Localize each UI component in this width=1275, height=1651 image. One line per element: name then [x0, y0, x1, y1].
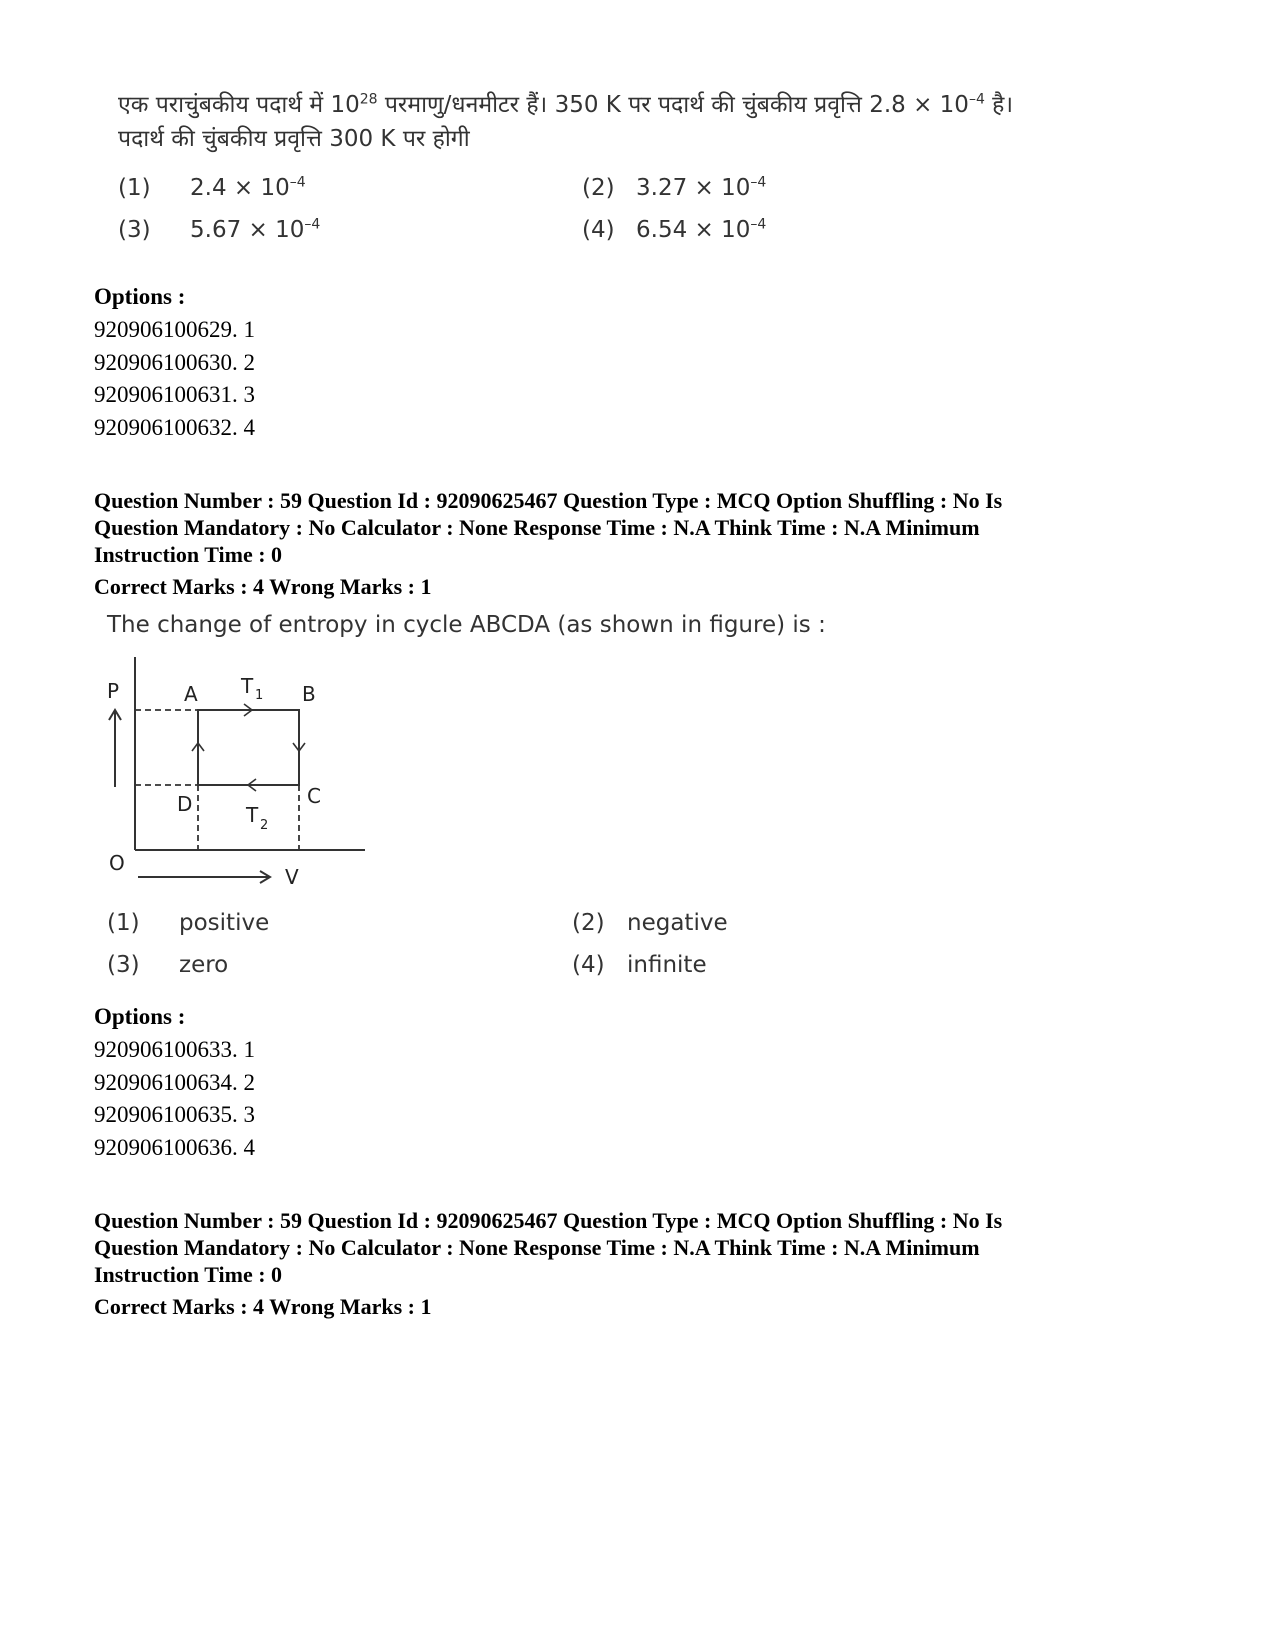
choice-value: 5.67 × 10 — [190, 217, 305, 243]
choice-number: (3) — [107, 952, 140, 978]
choice-value: positive — [179, 910, 270, 936]
choice-exponent: –4 — [750, 174, 767, 191]
meta-line: Question Mandatory : No Calculator : None Response Time : N.A Think Time : N.A Minimum — [94, 1235, 980, 1260]
meta-line: Instruction Time : 0 — [94, 542, 283, 567]
label-b: B — [302, 682, 316, 706]
q58-text-part: परमाणु/धनमीटर हैं। 350 K पर पदार्थ की चुंबकीय प्रवृत्ति 2.8 × 10 — [377, 92, 969, 118]
option-id: 920906100629. 1 — [94, 317, 255, 342]
choice-value: negative — [627, 910, 728, 936]
q59-choice-2 — [572, 908, 728, 938]
q60-marks: Correct Marks : 4 Wrong Marks : 1 — [94, 1294, 432, 1319]
q58-question-text — [118, 88, 1218, 156]
q59-marks: Correct Marks : 4 Wrong Marks : 1 — [94, 574, 432, 599]
choice-number: (4) — [572, 952, 605, 978]
choice-value: 6.54 × 10 — [636, 217, 751, 243]
choice-number: (4) — [582, 217, 615, 243]
q58-options-block — [94, 280, 255, 444]
meta-line: Question Number : 59 Question Id : 92090625467 Question Type : MCQ Option Shuffling : No Is — [94, 488, 1003, 513]
q58-choice-3 — [118, 215, 320, 245]
choice-exponent: –4 — [750, 216, 767, 233]
options-label: Options : — [94, 1004, 186, 1029]
label-d: D — [177, 792, 193, 816]
choice-number: (2) — [572, 910, 605, 936]
q59-options-block — [94, 1000, 255, 1164]
q58-choice-1 — [118, 173, 306, 203]
options-label: Options : — [94, 284, 186, 309]
meta-line: Question Mandatory : No Calculator : None Response Time : N.A Think Time : N.A Minimum — [94, 515, 980, 540]
choice-number: (1) — [107, 910, 140, 936]
label-c: C — [307, 784, 321, 808]
choice-number: (1) — [118, 175, 151, 201]
q58-choice-4 — [582, 215, 766, 245]
option-id: 920906100634. 2 — [94, 1069, 255, 1095]
label-o: O — [109, 851, 125, 875]
q58-text-part: एक पराचुंबकीय पदार्थ में 10 — [118, 92, 360, 118]
q60-meta — [94, 1207, 1002, 1288]
choice-value: 2.4 × 10 — [190, 175, 290, 201]
label-p: P — [107, 679, 120, 703]
option-id: 920906100630. 2 — [94, 349, 255, 375]
q59-meta — [94, 487, 1002, 568]
q59-choice-3 — [107, 950, 228, 980]
label-t2-sub: 2 — [260, 818, 269, 833]
label-a: A — [184, 682, 198, 706]
option-id: 920906100632. 4 — [94, 414, 255, 440]
pv-cycle-diagram — [100, 652, 370, 892]
option-id: 920906100635. 3 — [94, 1102, 255, 1127]
q58-text-line2: पदार्थ की चुंबकीय प्रवृत्ति 300 K पर होगी — [118, 126, 470, 152]
meta-line: Question Number : 59 Question Id : 92090625467 Question Type : MCQ Option Shuffling : No Is — [94, 1208, 1003, 1233]
q59-question-text: The change of entropy in cycle ABCDA (as shown in figure) is : — [107, 612, 826, 638]
cycle-abcd — [198, 710, 299, 785]
label-t1: T — [241, 674, 254, 698]
option-id: 920906100633. 1 — [94, 1037, 255, 1062]
choice-value: zero — [179, 952, 229, 978]
label-t2: T — [246, 803, 259, 827]
q58-choice-2 — [582, 173, 766, 203]
q58-sup: –4 — [968, 91, 985, 108]
option-id: 920906100631. 3 — [94, 382, 255, 407]
label-v: V — [285, 865, 299, 889]
q59-choice-4 — [572, 950, 707, 980]
q59-choice-1 — [107, 908, 269, 938]
choice-exponent: –4 — [304, 216, 321, 233]
meta-line: Instruction Time : 0 — [94, 1262, 283, 1287]
q58-text-part: है। — [984, 92, 1014, 118]
choice-value: infinite — [627, 952, 707, 978]
choice-number: (2) — [582, 175, 615, 201]
option-id: 920906100636. 4 — [94, 1134, 255, 1160]
choice-value: 3.27 × 10 — [636, 175, 751, 201]
label-t1-sub: 1 — [255, 688, 264, 703]
q58-sup: 28 — [359, 91, 378, 108]
choice-number: (3) — [118, 217, 151, 243]
choice-exponent: –4 — [289, 174, 306, 191]
